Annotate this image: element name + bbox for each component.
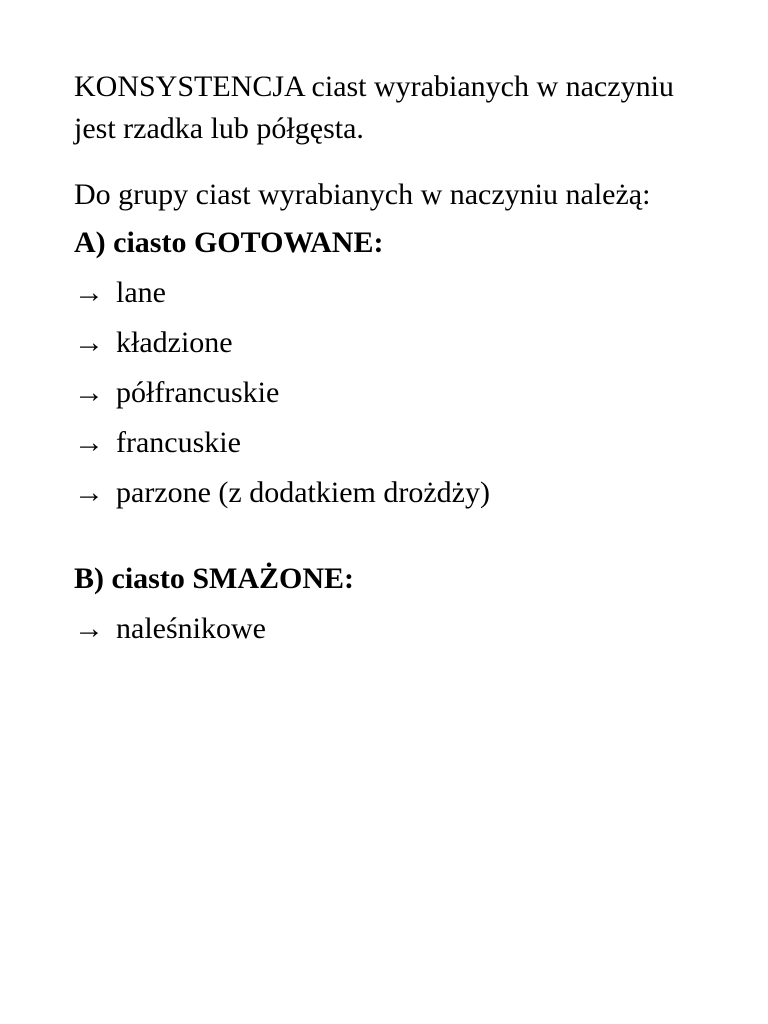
list-item-label: półfrancuskie [116,376,280,409]
list-item [74,372,674,414]
list-item-label: parzone (z dodatkiem drożdży) [116,476,490,509]
list-item-label: francuskie [116,426,241,459]
list-item [74,322,674,364]
spacer [74,514,674,552]
arrow-right-icon: → [74,376,104,409]
list-item-label: lane [116,276,166,309]
list-item [74,608,674,650]
section-b-heading: B) ciasto SMAŻONE: [74,562,354,595]
group-intro-paragraph: Do grupy ciast wyrabianych w naczyniu należą: [74,178,651,211]
list-item-label: kładzione [116,326,233,359]
arrow-right-icon: → [74,476,104,509]
section-a-heading: A) ciasto GOTOWANE: [74,226,384,259]
arrow-right-icon: → [74,426,104,459]
document-page [74,66,674,650]
list-item [74,422,674,464]
arrow-right-icon: → [74,612,104,645]
arrow-right-icon: → [74,276,104,309]
arrow-right-icon: → [74,326,104,359]
intro-paragraph: KONSYSTENCJA ciast wyrabianych w naczyniu jest rzadka lub półgęsta. [74,70,674,145]
list-item-label: naleśnikowe [116,612,266,645]
spacer [74,150,674,174]
list-item [74,272,674,314]
list-item [74,472,674,514]
